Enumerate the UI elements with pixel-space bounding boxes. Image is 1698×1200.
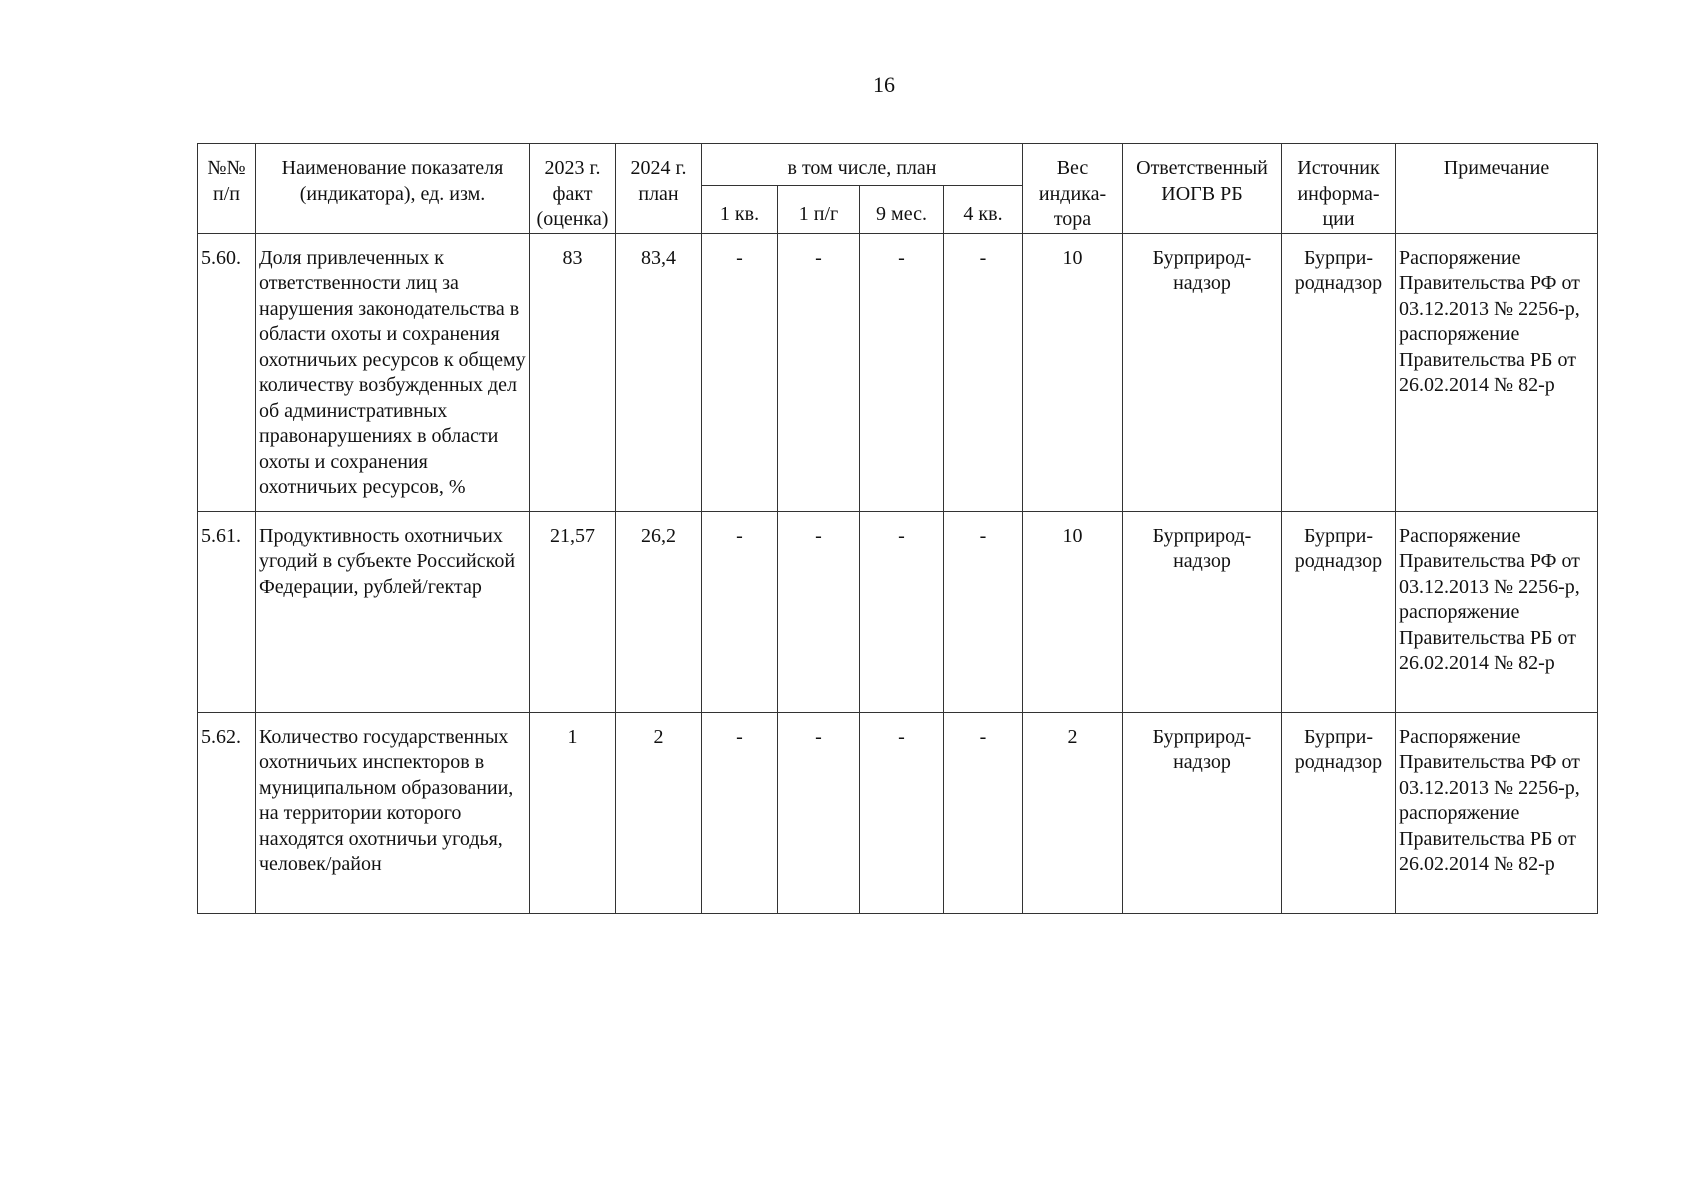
row-plan-2024: 2 <box>616 712 702 913</box>
indicators-table <box>197 143 1598 914</box>
row-q4: - <box>944 712 1023 913</box>
row-q1: - <box>702 511 778 712</box>
header-9m: 9 мес. <box>860 185 944 233</box>
row-q4: - <box>944 511 1023 712</box>
row-note: Распоряжение Правительства РФ от 03.12.2013 № 2256-р, распоряжение Правительства РБ от 26.02.2014 № 82-р <box>1396 233 1598 511</box>
row-weight: 2 <box>1023 712 1123 913</box>
row-q1: - <box>702 233 778 511</box>
page-number: 16 <box>873 72 895 97</box>
header-source: Источник информа-ции <box>1282 144 1396 234</box>
row-fact-2023: 83 <box>530 233 616 511</box>
header-name: Наименование показателя (индикатора), ед. изм. <box>256 144 530 234</box>
table-row <box>198 233 1598 511</box>
row-name: Количество государственных охотничьих инспекторов в муниципальном образовании, на территории которого находятся охотничьи угодья, человек/район <box>256 712 530 913</box>
row-source: Бурпри-роднадзор <box>1282 712 1396 913</box>
row-fact-2023: 21,57 <box>530 511 616 712</box>
row-name: Продуктивность охотничьих угодий в субъекте Российской Федерации, рублей/гектар <box>256 511 530 712</box>
row-num: 5.61. <box>198 511 256 712</box>
row-responsible: Бурприрод-надзор <box>1123 233 1282 511</box>
row-weight: 10 <box>1023 233 1123 511</box>
row-note: Распоряжение Правительства РФ от 03.12.2013 № 2256-р, распоряжение Правительства РБ от 26.02.2014 № 82-р <box>1396 511 1598 712</box>
row-weight: 10 <box>1023 511 1123 712</box>
header-plan-2024: 2024 г. план <box>616 144 702 234</box>
header-num: №№ п/п <box>198 144 256 234</box>
row-h1: - <box>778 233 860 511</box>
header-fact-2023: 2023 г. факт (оценка) <box>530 144 616 234</box>
row-source: Бурпри-роднадзор <box>1282 511 1396 712</box>
row-h1: - <box>778 712 860 913</box>
row-responsible: Бурприрод-надзор <box>1123 511 1282 712</box>
row-responsible: Бурприрод-надзор <box>1123 712 1282 913</box>
row-plan-2024: 83,4 <box>616 233 702 511</box>
row-fact-2023: 1 <box>530 712 616 913</box>
row-9m: - <box>860 233 944 511</box>
header-h1: 1 п/г <box>778 185 860 233</box>
row-h1: - <box>778 511 860 712</box>
row-num: 5.62. <box>198 712 256 913</box>
table-row <box>198 511 1598 712</box>
header-q4: 4 кв. <box>944 185 1023 233</box>
header-note: Примечание <box>1396 144 1598 234</box>
header-responsible: Ответственный ИОГВ РБ <box>1123 144 1282 234</box>
row-note: Распоряжение Правительства РФ от 03.12.2013 № 2256-р, распоряжение Правительства РБ от 26.02.2014 № 82-р <box>1396 712 1598 913</box>
header-including-plan: в том числе, план <box>702 144 1023 186</box>
header-q1: 1 кв. <box>702 185 778 233</box>
row-q4: - <box>944 233 1023 511</box>
table-row <box>198 712 1598 913</box>
header-row <box>198 144 1598 186</box>
row-9m: - <box>860 712 944 913</box>
row-q1: - <box>702 712 778 913</box>
row-num: 5.60. <box>198 233 256 511</box>
row-name: Доля привлеченных к ответственности лиц за нарушения законодательства в области охоты и сохранения охотничьих ресурсов к общему количеству возбужденных дел об административных правонарушениях в области охоты и сохранения охотничьих ресурсов, % <box>256 233 530 511</box>
row-source: Бурпри-роднадзор <box>1282 233 1396 511</box>
row-plan-2024: 26,2 <box>616 511 702 712</box>
header-weight: Вес индика-тора <box>1023 144 1123 234</box>
row-9m: - <box>860 511 944 712</box>
